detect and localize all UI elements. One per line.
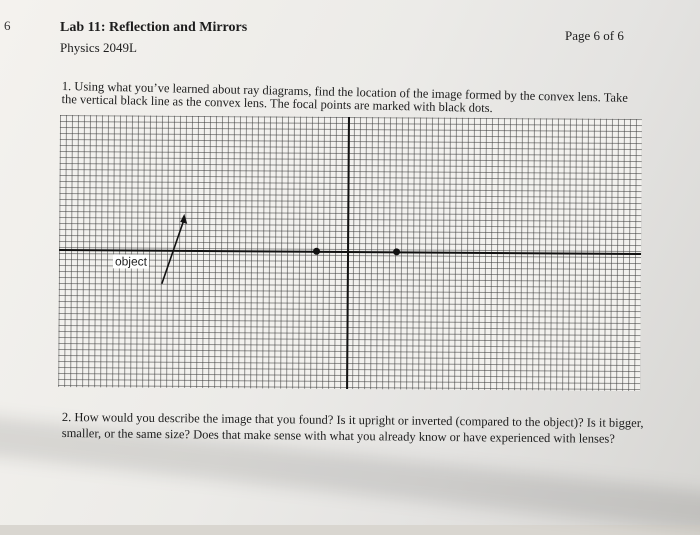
object-label: object [114,254,148,269]
object-arrow [58,115,642,391]
question-1-number: 1. [61,79,72,94]
course-name: Physics 2049L [60,40,137,55]
page-indicator: Page 6 of 6 [565,28,624,43]
question-2-text: How would you describe the image that you found? Is it upright or inverted (compared to the object)? Is it bigger, smaller, or the same size? Does that make sense with what you already know or have experienced with lenses? [61,410,644,446]
question-2-number: 2. [61,409,72,425]
question-2 [62,409,647,447]
ray-diagram-grid[interactable] [58,115,642,391]
lab-title: Lab 11: Reflection and Mirrors [60,20,248,35]
question-1-text: Using what you’ve learned about ray diagrams, find the location of the image formed by the convex lens. Take the vertical black line as the convex lens. The focal points are marked with black dots. [61,79,628,116]
margin-page-number: 6 [4,18,11,33]
